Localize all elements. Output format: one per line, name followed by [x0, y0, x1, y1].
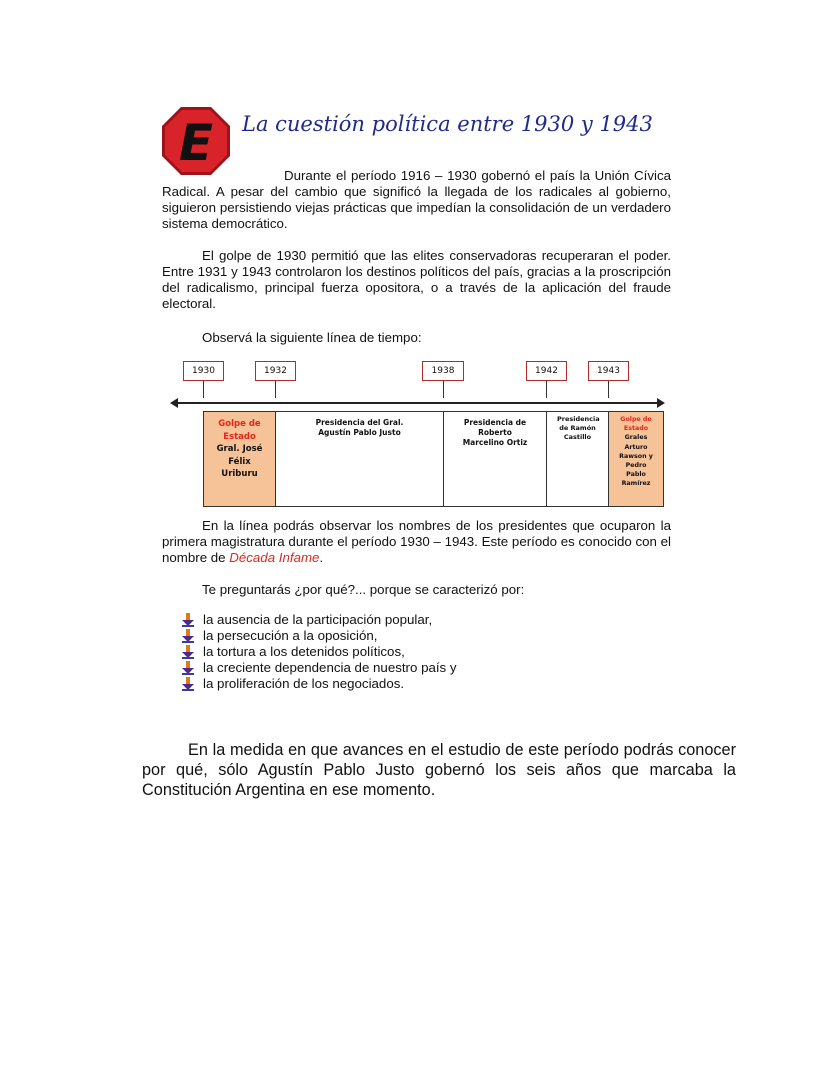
- svg-text:E: E: [178, 114, 214, 172]
- period-label-red: Golpe de Estado: [218, 419, 261, 442]
- bullet-list: [182, 612, 457, 692]
- bullet-text: la creciente dependencia de nuestro país y: [203, 660, 457, 675]
- paragraph-text: En la línea podrás observar los nombres de los presidentes que ocuparon la primera magistratura durante el período 1930 – 1943. Este período es conocido con el nombre de: [162, 518, 671, 565]
- down-arrow-bullet-icon: [182, 661, 194, 675]
- timeline-axis: [176, 402, 660, 404]
- year-1930: 1930: [183, 361, 224, 381]
- year-1943: 1943: [588, 361, 629, 381]
- bullet-text: la tortura a los detenidos políticos,: [203, 644, 405, 659]
- timeline: [170, 358, 665, 510]
- list-item: [182, 628, 457, 644]
- bullet-text: la persecución a la oposición,: [203, 628, 378, 643]
- timeline-tick: [608, 381, 609, 398]
- period-justo: [275, 411, 444, 507]
- closing-paragraph: En la medida en que avances en el estudio de este período podrás conocer por qué, sólo Agustín Pablo Justo gobernó los seis años que marcaba la Constitución Argentina en ese momento.: [142, 741, 736, 799]
- list-item: [182, 612, 457, 628]
- down-arrow-bullet-icon: [182, 629, 194, 643]
- page-title: La cuestión política entre 1930 y 1943: [242, 112, 653, 136]
- period-label-red: Golpe de Estado: [620, 416, 652, 433]
- timeline-tick: [546, 381, 547, 398]
- stop-sign-e-icon: [160, 105, 232, 177]
- period-uriburu: [203, 411, 276, 507]
- list-item: [182, 676, 457, 692]
- question-line: Te preguntarás ¿por qué?... porque se caracterizó por:: [202, 582, 525, 597]
- decada-infame-highlight: Década Infame: [229, 550, 320, 565]
- bullet-text: la ausencia de la participación popular,: [203, 612, 433, 627]
- period-president: Gral. José Félix Uriburu: [216, 444, 263, 479]
- paragraph-golpe: El golpe de 1930 permitió que las elites conservadoras recuperaran el poder. Entre 1931 y 1943 controlaron los destinos políticos del país, gracias a la proscripción del radicalismo, principal fuerza opositora, o a través de la aplicación del fraude electoral.: [162, 248, 671, 311]
- period-president: Grales Arturo Rawson y Pedro Pablo Ramírez: [619, 434, 653, 488]
- down-arrow-bullet-icon: [182, 613, 194, 627]
- year-1932: 1932: [255, 361, 296, 381]
- year-1942: 1942: [526, 361, 567, 381]
- paragraph-decada-infame: [162, 518, 671, 566]
- period-president: Presidencia del Gral. Agustín Pablo Justo: [315, 418, 404, 437]
- timeline-tick: [203, 381, 204, 398]
- period-president: Presidencia de Roberto Marcelino Ortiz: [462, 418, 528, 447]
- period-ortiz: [443, 411, 547, 507]
- timeline-intro: Observá la siguiente línea de tiempo:: [202, 330, 422, 345]
- down-arrow-bullet-icon: [182, 677, 194, 691]
- paragraph-text: .: [319, 550, 324, 565]
- bullet-text: la proliferación de los negociados.: [203, 676, 405, 691]
- period-president: Presidencia de Ramón Castillo: [557, 415, 600, 441]
- period-castillo: [546, 411, 609, 507]
- down-arrow-bullet-icon: [182, 645, 194, 659]
- timeline-tick: [443, 381, 444, 398]
- year-1938: 1938: [422, 361, 464, 381]
- arrow-right-icon: [657, 398, 665, 408]
- list-item: [182, 644, 457, 660]
- period-rawson-ramirez: [608, 411, 664, 507]
- paragraph-intro: Durante el período 1916 – 1930 gobernó el país la Unión Cívica Radical. A pesar del cambio que significó la llegada de los radicales al gobierno, siguieron persistiendo viejas prácticas que impedían la consolidación de un verdadero sistema democrático.: [162, 168, 671, 231]
- timeline-tick: [275, 381, 276, 398]
- list-item: [182, 660, 457, 676]
